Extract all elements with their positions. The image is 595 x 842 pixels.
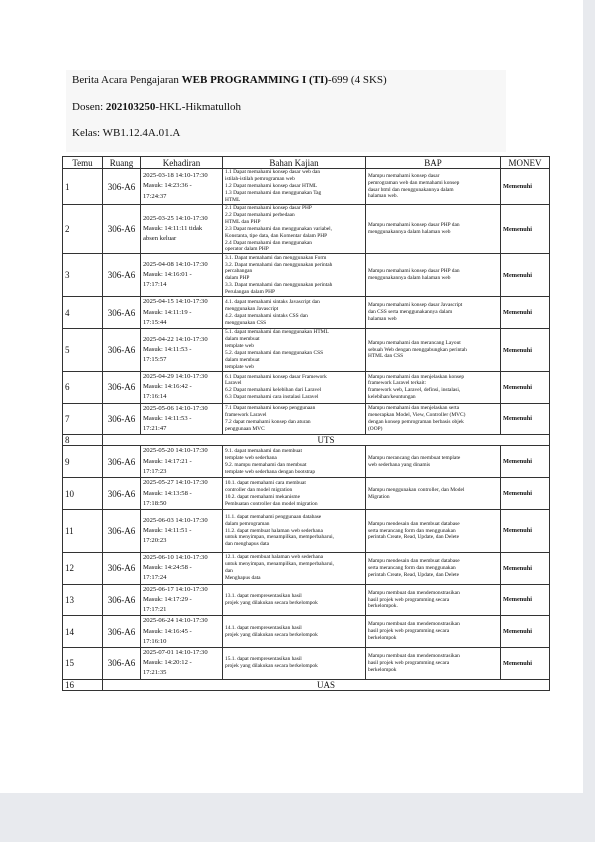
cell-temu: 3 [63, 254, 103, 297]
cell-bahan-kajian: 3.1. Dapat memahami dan menggunakan Form 3.2. Dapat memahami dan menggunakan perintah percabangan dalam PHP 3.3. Dapat memahami dan menggunakan perintah Perulangan dalam PHP [223, 254, 366, 297]
cell-monev: Memenuhi [501, 616, 550, 648]
cell-monev: Memenuhi [501, 552, 550, 584]
table-row [63, 509, 550, 552]
cell-monev: Memenuhi [501, 169, 550, 205]
cell-ruang: 306-A6 [103, 509, 141, 552]
lecturer-line [72, 101, 241, 113]
cell-temu: 7 [63, 403, 103, 435]
lecturer-name: -HKL-Hikmatulloh [155, 101, 241, 113]
cell-temu: 12 [63, 552, 103, 584]
cell-monev: Memenuhi [501, 403, 550, 435]
cell-bap: Mampu memahami dan menjelaskan konsep framework Laravel terkait: framework web, Laravel, definsi, instalasi, kelebihan/keuntungan [366, 372, 501, 404]
cell-kehadiran: 2025-04-29 14:10-17:30 Masuk: 14:16:42 - 17:16:14 [141, 372, 223, 404]
cell-ruang: 306-A6 [103, 254, 141, 297]
cell-bap: Mampu memahami konsep dasar PHP dan menggunakannya dalam halaman web [366, 254, 501, 297]
cell-kehadiran: 2025-06-17 14:10-17:30 Masuk: 14:17:29 - 17:17:21 [141, 584, 223, 616]
table-row [63, 584, 550, 616]
table-row [63, 205, 550, 254]
cell-temu: 14 [63, 616, 103, 648]
cell-monev: Memenuhi [501, 372, 550, 404]
table-row [63, 647, 550, 679]
cell-ruang: 306-A6 [103, 372, 141, 404]
cell-temu: 16 [63, 679, 103, 690]
cell-monev: Memenuhi [501, 478, 550, 510]
cell-kehadiran: 2025-04-15 14:10-17:30 Masuk: 14:11:19 - 17:15:44 [141, 297, 223, 329]
course-code: -699 (4 SKS) [328, 74, 387, 86]
cell-monev: Memenuhi [501, 509, 550, 552]
cell-ruang: 306-A6 [103, 552, 141, 584]
column-header-temu: Temu [63, 157, 103, 169]
table-header-row [63, 157, 550, 169]
cell-temu: 15 [63, 647, 103, 679]
exam-row [63, 679, 550, 690]
course-name: WEB PROGRAMMING I (TI) [181, 74, 328, 86]
cell-temu: 5 [63, 329, 103, 372]
cell-bap: Mampu memahami konsep dasar Javascript dan CSS serta menggunakannya dalam halaman web [366, 297, 501, 329]
table-row [63, 372, 550, 404]
column-header-bahan-kajian: Bahan Kajian [223, 157, 366, 169]
cell-kehadiran: 2025-06-24 14:10-17:30 Masuk: 14:16:45 - 17:16:10 [141, 616, 223, 648]
cell-temu: 10 [63, 478, 103, 510]
cell-bap: Mampu menggunakan controller, dan Model Migration [366, 478, 501, 510]
cell-bahan-kajian: 15.1. dapat mempresentasikan hasil projek yang dilakukan secara berkelompok [223, 647, 366, 679]
cell-temu: 6 [63, 372, 103, 404]
cell-bahan-kajian: 7.1 Dapat memahami konsep penggunaan framework Laravel 7.2 dapat memahami konsep dan aturan penggunaan MVC [223, 403, 366, 435]
column-header-kehadiran: Kehadiran [141, 157, 223, 169]
cell-ruang: 306-A6 [103, 446, 141, 478]
cell-kehadiran: 2025-03-25 14:10-17:30 Masuk: 14:11:11 tidak absen keluar [141, 205, 223, 254]
cell-bap: Mampu memahami dan merancang Layout sebuah Web dengan menggabungkan perintah HTML dan CSS [366, 329, 501, 372]
cell-bap: Mampu mendesain dan membuat database serta merancang form dan menggunakan perintah Create, Read, Update, dan Delete [366, 509, 501, 552]
cell-kehadiran: 2025-05-27 14:10-17:30 Masuk: 14:13:58 - 17:18:50 [141, 478, 223, 510]
table-row [63, 552, 550, 584]
column-header-monev: MONEV [501, 157, 550, 169]
table-row [63, 478, 550, 510]
cell-bahan-kajian: 4.1. dapat memahami sintaks Javascript dan menggunakan Javascript 4.2. dapat memahami sintaks CSS dan menggunakan CSS [223, 297, 366, 329]
column-header-ruang: Ruang [103, 157, 141, 169]
document-header [66, 70, 506, 152]
cell-monev: Memenuhi [501, 647, 550, 679]
cell-temu: 11 [63, 509, 103, 552]
table-row [63, 169, 550, 205]
table-row [63, 297, 550, 329]
cell-ruang: 306-A6 [103, 584, 141, 616]
cell-temu: 4 [63, 297, 103, 329]
cell-kehadiran: 2025-03-18 14:10-17:30 Masuk: 14:23:36 - 17:24:37 [141, 169, 223, 205]
cell-kehadiran: 2025-07-01 14:10-17:30 Masuk: 14:20:12 - 17:21:35 [141, 647, 223, 679]
cell-ruang: 306-A6 [103, 403, 141, 435]
exam-row [63, 435, 550, 446]
cell-ruang: 306-A6 [103, 297, 141, 329]
cell-bahan-kajian: 14.1. dapat mempresentasikan hasil projek yang dilakukan secara berkelompok [223, 616, 366, 648]
cell-bahan-kajian: 1.1 Dapat memahami konsep dasar web dan istilah-istilah pemrograman web 1.2 Dapat memahami konsep dasar HTML 1.3 Dapat memahami dan menggunakan Tag HTML [223, 169, 366, 205]
table-row [63, 616, 550, 648]
cell-ruang: 306-A6 [103, 616, 141, 648]
cell-monev: Memenuhi [501, 446, 550, 478]
cell-ruang: 306-A6 [103, 647, 141, 679]
title-prefix: Berita Acara Pengajaran [72, 74, 179, 86]
table-row [63, 329, 550, 372]
cell-kehadiran: 2025-05-06 14:10-17:30 Masuk: 14:11:53 - 17:21:47 [141, 403, 223, 435]
cell-ruang: 306-A6 [103, 205, 141, 254]
cell-bap: Mampu membuat dan mendemonstrasikan hasil projek web programming secara berkelompok. [366, 584, 501, 616]
cell-temu: 1 [63, 169, 103, 205]
lecturer-label: Dosen: [72, 101, 104, 113]
cell-bap: Mampu memahami konsep dasar PHP dan menggunakannya dalam halaman web [366, 205, 501, 254]
cell-kehadiran: 2025-05-20 14:10-17:30 Masuk: 14:17:21 - 17:17:23 [141, 446, 223, 478]
cell-ruang: 306-A6 [103, 169, 141, 205]
cell-bap: Mampu merancang dan membuat template web sederhana yang dinamis [366, 446, 501, 478]
cell-kehadiran: 2025-06-10 14:10-17:30 Masuk: 14:24:58 - 17:17:24 [141, 552, 223, 584]
cell-temu: 13 [63, 584, 103, 616]
cell-bap: Mampu mendesain dan membuat database serta merancang form dan menggunakan perintah Create, Read, Update, dan Delete [366, 552, 501, 584]
cell-temu: 2 [63, 205, 103, 254]
cell-bahan-kajian: 13.1. dapat mempresentasikan hasil projek yang dilakukan secara berkelompok [223, 584, 366, 616]
cell-bahan-kajian: 11.1. dapat memahami penggunaan database dalam pemrograman 11.2. dapat membuat halaman web sederhana untuk menyimpan, menampilkan, memperbaharui, dan menghapus data [223, 509, 366, 552]
table-row [63, 403, 550, 435]
cell-bahan-kajian: 2.1 Dapat memahami konsep dasar PHP 2.2 Dapat memahami perbedaan HTML dan PHP 2.3 Dapat memahami dan menggunakan variabel, Konstanta, tipe data, dan Komentar dalam PHP 2.4 Dapat memahami dan menggunakan operator dalam PHP [223, 205, 366, 254]
cell-bahan-kajian: 12.1. dapat membuat halaman web sederhana untuk menyimpan, menampilkan, memperbaharui, dan Menghapus data [223, 552, 366, 584]
cell-monev: Memenuhi [501, 584, 550, 616]
cell-ruang: 306-A6 [103, 478, 141, 510]
cell-exam-label: UTS [103, 435, 550, 446]
cell-bap: Mampu membuat dan mendemonstrasikan hasil projek web programming secara berkelompok [366, 616, 501, 648]
cell-bahan-kajian: 10.1. dapat memahami cara membuat controller dan model migration 10.2. dapat memahami mekanisme Pembuatan controller dan model migration [223, 478, 366, 510]
cell-exam-label: UAS [103, 679, 550, 690]
cell-monev: Memenuhi [501, 205, 550, 254]
cell-monev: Memenuhi [501, 329, 550, 372]
cell-kehadiran: 2025-04-08 14:10-17:30 Masuk: 14:16:01 - 17:17:14 [141, 254, 223, 297]
cell-monev: Memenuhi [501, 254, 550, 297]
cell-bahan-kajian: 5.1. dapat memahami dan menggunakan HTML dalam membuat template web 5.2. dapat memahami dan menggunakan CSS dalam membuat template web [223, 329, 366, 372]
cell-temu: 9 [63, 446, 103, 478]
cell-temu: 8 [63, 435, 103, 446]
course-title-line [72, 74, 387, 86]
cell-monev: Memenuhi [501, 297, 550, 329]
class-line: Kelas: WB1.12.4A.01.A [72, 127, 181, 139]
table-row [63, 254, 550, 297]
lecturer-id: 202103250 [105, 101, 156, 113]
cell-bap: Mampu memahami dan menjelaskan serta menerapkan Model, View, Controller (MVC) dengan konsep pemrograman berbasis objek (OOP) [366, 403, 501, 435]
column-header-bap: BAP [366, 157, 501, 169]
cell-kehadiran: 2025-04-22 14:10-17:30 Masuk: 14:11:53 - 17:15:57 [141, 329, 223, 372]
cell-bahan-kajian: 9.1. dapat memahami dan membuat template web sederhana 9.2. mampu memahami dan membuat template web sederhana dengan bootstrap [223, 446, 366, 478]
cell-bap: Mampu memahami konsep dasar pemrograman web dan memahami konsep dasar html dan menggunakannya dalam halaman web. [366, 169, 501, 205]
teaching-record-table [62, 156, 550, 691]
cell-ruang: 306-A6 [103, 329, 141, 372]
cell-bap: Mampu membuat dan mendemonstrasikan hasil projek web programming secara berkelompok [366, 647, 501, 679]
cell-bahan-kajian: 6.1 Dapat memahami konsep dasar Framework Laravel 6.2 Dapat memahami kelebihan dari Laravel 6.3 Dapat memahami cara instalasi Laravel [223, 372, 366, 404]
cell-kehadiran: 2025-06-03 14:10-17:30 Masuk: 14:11:51 - 17:20:23 [141, 509, 223, 552]
table-row [63, 446, 550, 478]
